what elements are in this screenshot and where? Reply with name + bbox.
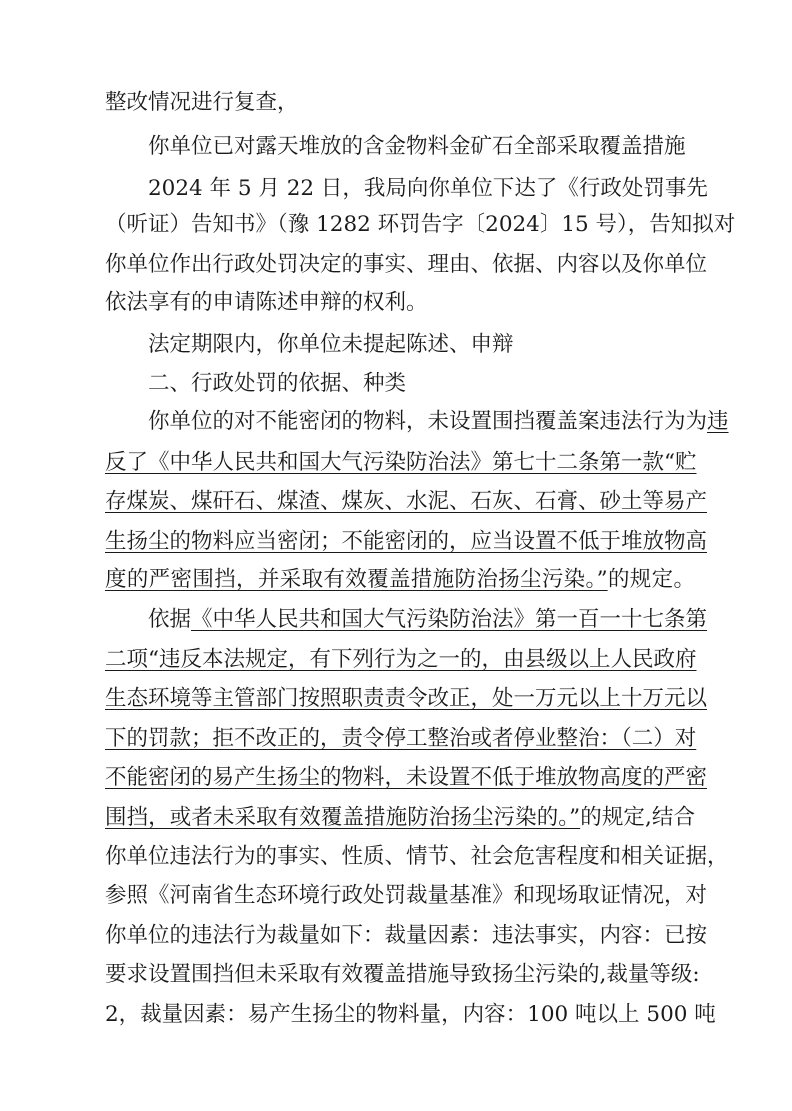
text-run: 的规定。 xyxy=(607,567,695,592)
text-line: 你单位违法行为的事实、性质、情节、社会危害程度和相关证据， xyxy=(105,844,729,869)
quoted-law-text: 存煤炭、煤矸石、煤渣、煤灰、水泥、石灰、石膏、砂土等易产 xyxy=(105,489,708,514)
text-line: 你单位已对露天堆放的含金物料金矿石全部采取覆盖措施 xyxy=(148,134,686,159)
text-line: 要求设置围挡但未采取有效覆盖措施导致扬尘污染的,裁量等级: xyxy=(105,962,700,987)
quoted-law-text: 二项“违反本法规定，有下列行为之一的，由县级以上人民政府 xyxy=(105,647,697,672)
text-line: 参照《河南省生态环境行政处罚裁量基准》和现场取证情况，对 xyxy=(105,883,708,908)
quoted-law-text: 生态环境等主管部门按照职责责令改正，处一万元以上十万元以 xyxy=(105,686,708,711)
quoted-law-text: 度的严密围挡，并采取有效覆盖措施防治扬尘污染。” xyxy=(105,567,608,592)
text-run: 你单位的对不能密闭的物料，未设置围挡覆盖案违法行为为 xyxy=(148,409,708,434)
quoted-law-text: 违 xyxy=(707,409,729,434)
text-line xyxy=(105,565,695,595)
quoted-law-text: 不能密闭的易产生扬尘的物料，未设置不低于堆放物高度的严密 xyxy=(105,765,708,790)
text-run: 依据 xyxy=(148,607,192,632)
text-line xyxy=(105,803,695,833)
text-line: 整改情况进行复查， xyxy=(105,90,299,115)
text-line: 法定期限内，你单位未提起陈述、申辩 xyxy=(148,332,514,357)
text-line xyxy=(148,605,708,635)
text-line: 2024 年 5 月 22 日，我局向你单位下达了《行政处罚事先 xyxy=(148,176,708,201)
quoted-law-text: 围挡，或者未采取有效覆盖措施防治扬尘污染的。” xyxy=(105,805,581,830)
quoted-law-text: 反了《中华人民共和国大气污染防治法》第七十二条第一款“贮 xyxy=(105,450,697,475)
text-line: 你单位的违法行为裁量如下：裁量因素：违法事实，内容：已按 xyxy=(105,923,708,948)
quoted-law-text: 下的罚款；拒不改正的，责令停工整治或者停业整治：（二）对 xyxy=(105,726,697,751)
text-run: 的规定,结合 xyxy=(580,805,695,830)
text-line: 你单位作出行政处罚决定的事实、理由、依据、内容以及你单位 xyxy=(105,252,708,277)
quoted-law-text: 生扬尘的物料应当密闭；不能密闭的，应当设置不低于堆放物高 xyxy=(105,529,708,554)
text-line xyxy=(148,407,729,437)
quoted-law-text: 《中华人民共和国大气污染防治法》第一百一十七条第 xyxy=(191,607,708,632)
text-line: 依法享有的申请陈述申辩的权利。 xyxy=(105,290,428,315)
text-line: 2，裁量因素：易产生扬尘的物料量，内容：100 吨以上 500 吨 xyxy=(105,1002,716,1027)
section-heading: 二、行政处罚的依据、种类 xyxy=(148,371,407,396)
text-line: （听证）告知书》（豫 1282 环罚告字〔2024〕15 号），告知拟对 xyxy=(105,212,736,237)
